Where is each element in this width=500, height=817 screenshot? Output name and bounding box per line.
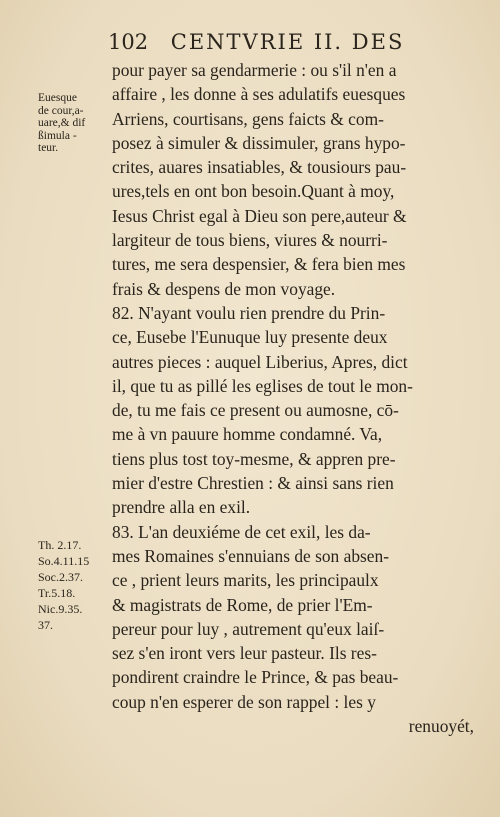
text-line: frais & despens de mon voyage. bbox=[112, 278, 336, 299]
text-line: mier d'estre Chrestien : & ainsi sans rien bbox=[112, 473, 394, 494]
text-line: & magistrats de Rome, de prier l'Em- bbox=[112, 594, 373, 615]
text-line: il, que tu as pillé les eglises de tout le mon- bbox=[112, 375, 413, 396]
text-line: autres pieces : auquel Liberius, Apres, dict bbox=[112, 351, 408, 372]
margin-note-line: ßimula - bbox=[38, 129, 77, 142]
text-line: ce, Eusebe l'Eunuque luy presente deux bbox=[112, 327, 388, 348]
margin-reference: Tr.5.18. bbox=[38, 586, 76, 600]
margin-note-euesque bbox=[38, 92, 110, 155]
running-header bbox=[108, 30, 468, 54]
margin-reference: So.4.11.15 bbox=[38, 554, 90, 568]
text-line: ures,tels en ont bon besoin.Quant à moy, bbox=[112, 181, 395, 202]
text-line: tiens plus tost toy-mesme, & appren pre- bbox=[112, 448, 396, 469]
text-line: posez à simuler & dissimuler, grans hypo- bbox=[112, 132, 406, 153]
text-line: affaire , les donne à ses adulatifs euesques bbox=[112, 84, 406, 105]
margin-note-references bbox=[38, 537, 110, 633]
text-line: crites, auares insatiables, & tousiours pau- bbox=[112, 157, 407, 178]
text-line: sez s'en iront vers leur pasteur. Ils res- bbox=[112, 643, 377, 664]
text-line: de, tu me fais ce present ou aumosne, cō- bbox=[112, 400, 399, 421]
catchword: renuoyét, bbox=[408, 716, 474, 737]
text-line: Arriens, courtisans, gens faicts & com- bbox=[112, 108, 384, 129]
margin-note-line: Euesque bbox=[38, 92, 77, 104]
margin-reference: Nic.9.35. bbox=[38, 602, 83, 616]
text-line: pondirent craindre le Prince, & pas beau- bbox=[112, 667, 399, 688]
text-line: mes Romaines s'ennuians de son absen- bbox=[112, 545, 389, 566]
text-line: pereur pour luy , autrement qu'eux laiſ- bbox=[112, 618, 385, 639]
margin-note-line: teur. bbox=[38, 142, 59, 154]
margin-reference: Th. 2.17. bbox=[38, 538, 82, 552]
text-line: largiteur de tous biens, viures & nourri- bbox=[112, 230, 388, 251]
text-line: 83. L'an deuxiéme de cet exil, les da- bbox=[112, 521, 371, 542]
text-line: coup n'en esperer de son rappel : les y bbox=[112, 691, 376, 712]
page-number: 102 bbox=[108, 30, 149, 54]
margin-reference: 37. bbox=[38, 618, 53, 632]
margin-reference: Soc.2.37. bbox=[38, 570, 83, 584]
text-line: ce , prient leurs marits, les principaulx bbox=[112, 570, 379, 591]
text-line: me à vn pauure homme condamné. Va, bbox=[112, 424, 383, 445]
running-title: CENTVRIE II. DES bbox=[170, 30, 405, 54]
body-text bbox=[112, 58, 474, 738]
margin-note-line: de cour,a- bbox=[38, 104, 84, 117]
text-line: tures, me sera despensier, & fera bien mes bbox=[112, 254, 406, 275]
margin-note-line: uare,& dif bbox=[38, 117, 86, 129]
text-line: 82. N'ayant voulu rien prendre du Prin- bbox=[112, 302, 386, 323]
text-line: Iesus Christ egal à Dieu son pere,auteur & bbox=[112, 205, 407, 226]
text-line: pour payer sa gendarmerie : ou s'il n'en a bbox=[112, 60, 397, 80]
text-line: prendre alla en exil. bbox=[112, 497, 251, 518]
